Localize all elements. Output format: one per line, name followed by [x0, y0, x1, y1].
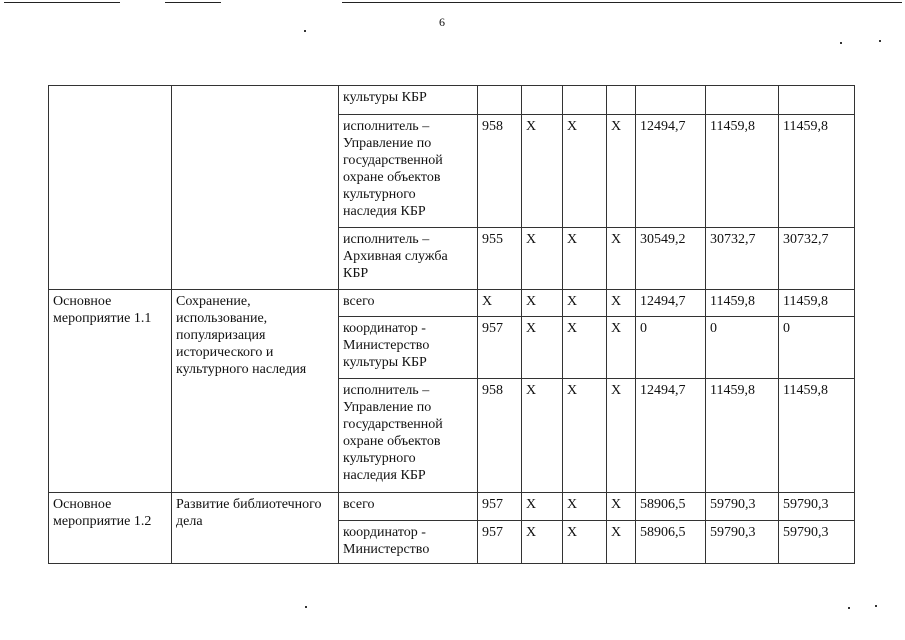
- program-name-cell: [172, 86, 339, 290]
- year-value-cell: 59790,3: [779, 493, 855, 521]
- budget-table: [48, 85, 855, 564]
- executor-cell: координатор - Министерство культуры КБР: [339, 317, 478, 379]
- year-value-cell: 11459,8: [779, 115, 855, 228]
- vr-cell: Х: [607, 290, 636, 317]
- year-value-cell: 12494,7: [636, 290, 706, 317]
- grbs-code-cell: 955: [478, 228, 522, 290]
- year-value-cell: 11459,8: [706, 290, 779, 317]
- table-row: [49, 86, 855, 115]
- rzpr-cell: [522, 86, 563, 115]
- vr-cell: Х: [607, 521, 636, 564]
- rzpr-cell: Х: [522, 115, 563, 228]
- vr-cell: Х: [607, 115, 636, 228]
- executor-cell: исполнитель – Управление по государственной охране объектов культурного наследия КБР: [339, 379, 478, 493]
- year-value-cell: 11459,8: [779, 379, 855, 493]
- year-value-cell: 0: [636, 317, 706, 379]
- executor-cell: исполнитель – Управление по государственной охране объектов культурного наследия КБР: [339, 115, 478, 228]
- year-value-cell: 59790,3: [779, 521, 855, 564]
- rzpr-cell: Х: [522, 379, 563, 493]
- year-value-cell: 11459,8: [706, 379, 779, 493]
- rzpr-cell: Х: [522, 493, 563, 521]
- csr-cell: [563, 86, 607, 115]
- year-value-cell: 58906,5: [636, 493, 706, 521]
- year-value-cell: 30732,7: [706, 228, 779, 290]
- grbs-code-cell: 957: [478, 493, 522, 521]
- csr-cell: Х: [563, 115, 607, 228]
- scan-speck: [305, 606, 307, 608]
- year-value-cell: 59790,3: [706, 493, 779, 521]
- executor-cell: исполнитель – Архивная служба КБР: [339, 228, 478, 290]
- grbs-code-cell: 958: [478, 379, 522, 493]
- vr-cell: [607, 86, 636, 115]
- executor-cell: координатор - Министерство: [339, 521, 478, 564]
- csr-cell: Х: [563, 290, 607, 317]
- rzpr-cell: Х: [522, 521, 563, 564]
- year-value-cell: [706, 86, 779, 115]
- vr-cell: Х: [607, 379, 636, 493]
- header-rule-3: [342, 2, 902, 3]
- activity-cell: Основное мероприятие 1.1: [49, 290, 172, 493]
- year-value-cell: 59790,3: [706, 521, 779, 564]
- grbs-code-cell: 957: [478, 317, 522, 379]
- year-value-cell: 12494,7: [636, 115, 706, 228]
- table-row: [49, 290, 855, 317]
- activity-name-cell: Сохранение, использование, популяризация исторического и культурного наследия: [172, 290, 339, 493]
- activity-name-cell: Развитие библиотечного дела: [172, 493, 339, 564]
- year-value-cell: 30732,7: [779, 228, 855, 290]
- rzpr-cell: Х: [522, 228, 563, 290]
- year-value-cell: [636, 86, 706, 115]
- vr-cell: Х: [607, 493, 636, 521]
- scan-speck: [840, 42, 842, 44]
- csr-cell: Х: [563, 493, 607, 521]
- page-number: 6: [439, 15, 445, 29]
- scan-speck: [848, 607, 850, 609]
- grbs-code-cell: 957: [478, 521, 522, 564]
- scan-speck: [879, 40, 881, 42]
- year-value-cell: 0: [779, 317, 855, 379]
- rzpr-cell: Х: [522, 290, 563, 317]
- year-value-cell: 0: [706, 317, 779, 379]
- executor-cell: всего: [339, 290, 478, 317]
- vr-cell: Х: [607, 228, 636, 290]
- program-cell: [49, 86, 172, 290]
- grbs-code-cell: [478, 86, 522, 115]
- executor-cell: культуры КБР: [339, 86, 478, 115]
- table-row: [49, 493, 855, 521]
- csr-cell: Х: [563, 228, 607, 290]
- year-value-cell: 11459,8: [779, 290, 855, 317]
- year-value-cell: 30549,2: [636, 228, 706, 290]
- year-value-cell: 58906,5: [636, 521, 706, 564]
- csr-cell: Х: [563, 379, 607, 493]
- year-value-cell: 12494,7: [636, 379, 706, 493]
- year-value-cell: [779, 86, 855, 115]
- scan-speck: [875, 605, 877, 607]
- grbs-code-cell: 958: [478, 115, 522, 228]
- year-value-cell: 11459,8: [706, 115, 779, 228]
- rzpr-cell: Х: [522, 317, 563, 379]
- activity-cell: Основное мероприятие 1.2: [49, 493, 172, 564]
- header-rule-1: [4, 2, 120, 3]
- csr-cell: Х: [563, 317, 607, 379]
- csr-cell: Х: [563, 521, 607, 564]
- grbs-code-cell: Х: [478, 290, 522, 317]
- executor-cell: всего: [339, 493, 478, 521]
- vr-cell: Х: [607, 317, 636, 379]
- scan-speck: [304, 30, 306, 32]
- header-rule-2: [165, 2, 221, 3]
